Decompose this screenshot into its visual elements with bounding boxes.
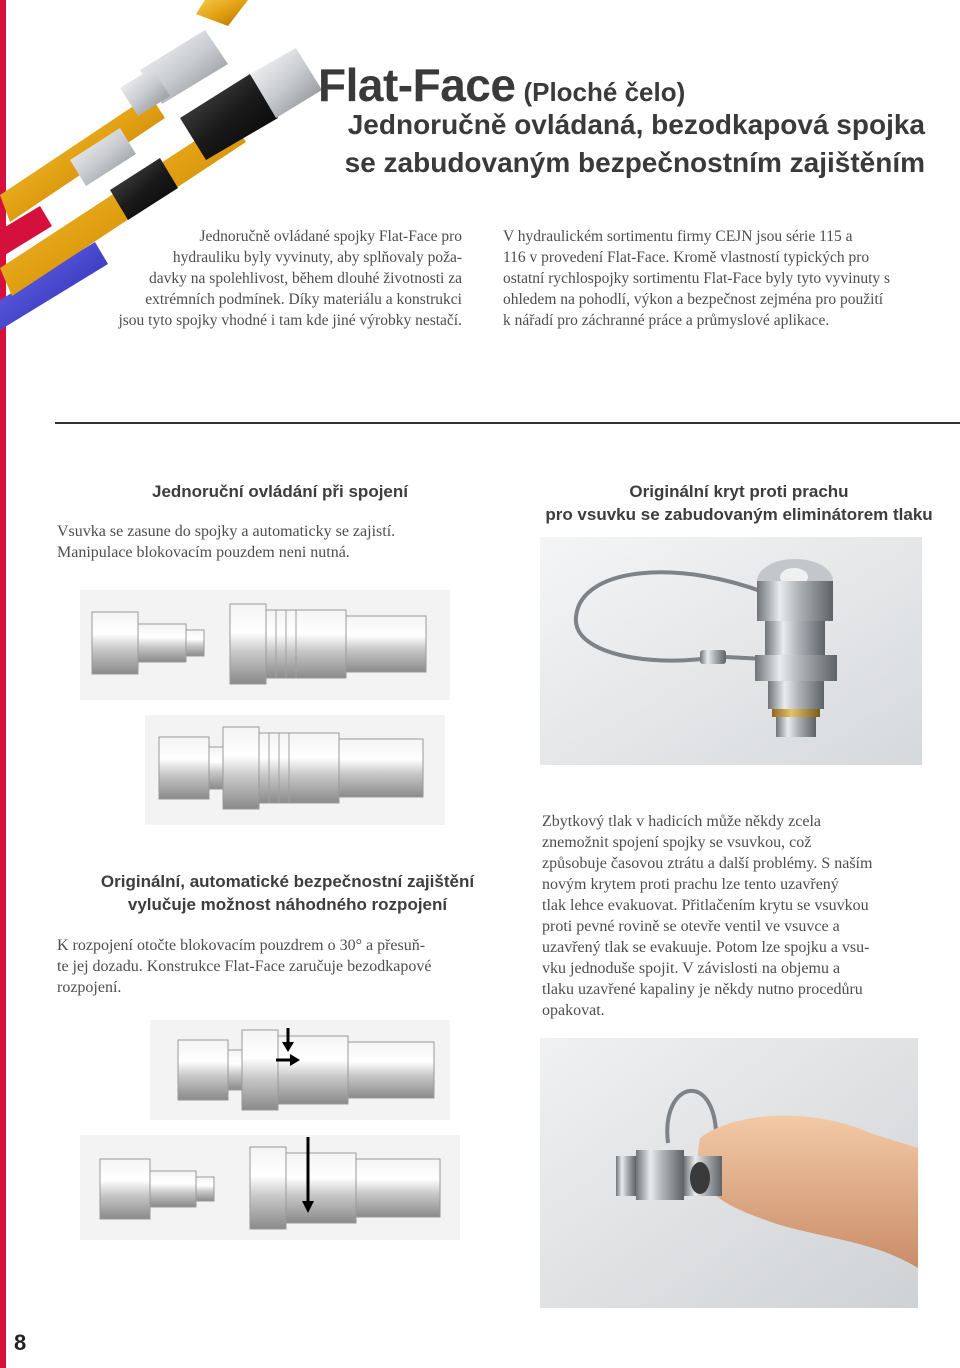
- nipple-hex: [178, 1040, 228, 1100]
- one-hand-heading: Jednoruční ovládání při spojení: [152, 482, 408, 501]
- text-line: tlaku uzavřené kapaliny je někdy nutno procedůru: [542, 981, 863, 998]
- text-line: tlak lehce evakuovat. Přitlačením krytu se vsuvkou: [542, 897, 869, 914]
- subtitle-line: se zabudovaným bezpečnostním zajištěním: [344, 147, 925, 178]
- text-line: extrémních podmínek. Díky materiálu a konstrukci: [145, 291, 462, 308]
- unlock-disconnect-diagram: [80, 1135, 460, 1240]
- text-line: 116 v provedení Flat-Face. Kromě vlastností typických pro: [503, 249, 870, 266]
- nipple-neck: [228, 1050, 242, 1090]
- text-line: novým krytem proti prachu lze tento uzavřený: [542, 876, 839, 893]
- nipple-tip: [186, 630, 204, 656]
- coupling-body: [636, 1150, 684, 1200]
- subtitle-line: Jednoručně ovládaná, bezodkapová spojka: [347, 109, 925, 140]
- nipple-hex: [159, 737, 209, 799]
- cap-face: [690, 1162, 710, 1194]
- text-line: ohledem na pohodlí, výkon a bezpečnost zejména pro použití: [503, 291, 884, 308]
- coupling-connected-diagram: [145, 715, 445, 825]
- unlock-rotate-diagram: [150, 1020, 450, 1120]
- page-title: [318, 58, 958, 112]
- text-line: způsobuje časovou ztrátu a další problémy. S naším: [542, 855, 873, 872]
- page-number: 8: [14, 1330, 27, 1355]
- heading-line: pro vsuvku se zabudovaným eliminátorem tlaku: [545, 505, 933, 524]
- text-line: ostatní rychlospojky sortimentu Flat-Face byly tyto vyvinuty s: [503, 270, 891, 287]
- intro-left-paragraph: [70, 226, 462, 331]
- nipple-end: [776, 717, 816, 737]
- coupling-hex: [339, 739, 423, 797]
- heading-line: vylučuje možnost náhodného rozpojení: [127, 895, 448, 914]
- coupling-separated-diagram: [80, 590, 450, 700]
- wire-clamp: [700, 650, 726, 664]
- coupling-sleeve: [266, 610, 346, 678]
- safety-lock-heading: [60, 870, 515, 916]
- nipple-hex: [92, 612, 138, 674]
- yellow-hose-top: [196, 0, 248, 26]
- text-line: opakovat.: [542, 1002, 605, 1019]
- text-line: hydrauliku byly vyvinuty, aby splňovaly poža-: [172, 249, 462, 266]
- text-line: k nářadí pro záchranné práce a průmyslové aplikace.: [503, 312, 830, 329]
- text-line: V hydraulickém sortimentu firmy CEJN jsou série 115 a: [503, 228, 853, 245]
- coupling-front: [250, 1147, 286, 1229]
- hand-pressing-cap-photo: [540, 1038, 918, 1308]
- text-line: Vsuvka se zasune do spojky a automaticky se zajistí.: [57, 523, 396, 540]
- text-line: K rozpojení otočte blokovacím pouzdrem o 30° a přesuň-: [57, 937, 426, 954]
- dust-cap-heading: [515, 480, 960, 526]
- coupling-hex: [356, 1159, 440, 1217]
- nipple-thread: [768, 681, 824, 709]
- nipple-body: [138, 624, 186, 662]
- page-subtitle: [250, 106, 925, 182]
- text-line: vku jednoduše spojit. V závislosti na objemu a: [542, 960, 841, 977]
- coupling-front: [242, 1030, 278, 1110]
- text-line: proti pevné rovině se otevře ventil ve vsuvce a: [542, 918, 840, 935]
- title-main: Flat-Face: [318, 59, 516, 111]
- text-line: uzavřený tlak se evakuuje. Potom lze spojku a vsu-: [542, 939, 870, 956]
- heading-line: Originální kryt proti prachu: [629, 482, 849, 501]
- dust-cap-photo: [540, 537, 922, 765]
- safety-lock-body: [57, 935, 512, 998]
- one-hand-body: [57, 521, 497, 563]
- coupling-sleeve: [286, 1153, 356, 1223]
- section-divider: [55, 422, 960, 424]
- cap-body: [757, 581, 833, 621]
- text-line: jsou tyto spojky vhodné i tam kde jiné výrobky nestačí.: [118, 312, 462, 329]
- title-paren: (Ploché čelo): [523, 77, 686, 107]
- coupling-front: [230, 604, 266, 684]
- nipple-body: [150, 1171, 196, 1207]
- text-line: Zbytkový tlak v hadicích může někdy zcela: [542, 813, 822, 830]
- sealing-ring: [772, 709, 820, 717]
- coupling-front: [223, 727, 259, 809]
- text-line: Manipulace blokovacím pouzdem neni nutná.: [57, 544, 350, 561]
- coupling-sleeve: [259, 733, 339, 803]
- heading-line: Originální, automatické bezpečnostní zajištění: [100, 872, 475, 891]
- text-line: znemožnit spojení spojky se vsuvkou, což: [542, 834, 812, 851]
- text-line: davky na spolehlivost, během dlouhé životnosti za: [149, 270, 462, 287]
- nipple-tip: [196, 1177, 214, 1201]
- pressure-release-body: [542, 811, 952, 1021]
- coupling-hex: [348, 1042, 434, 1098]
- text-line: Jednoručně ovládané spojky Flat-Face pro: [199, 228, 462, 245]
- coupling-end: [616, 1156, 636, 1196]
- nipple-body: [765, 621, 825, 655]
- nipple-hex: [100, 1159, 150, 1219]
- intro-right-paragraph: [503, 226, 955, 331]
- text-line: te jej dozadu. Konstrukce Flat-Face zaručuje bezodkapové: [57, 958, 432, 975]
- text-line: rozpojení.: [57, 979, 122, 996]
- nipple-hex: [755, 655, 837, 681]
- coupling-hex: [346, 616, 426, 672]
- nipple-neck: [209, 747, 223, 789]
